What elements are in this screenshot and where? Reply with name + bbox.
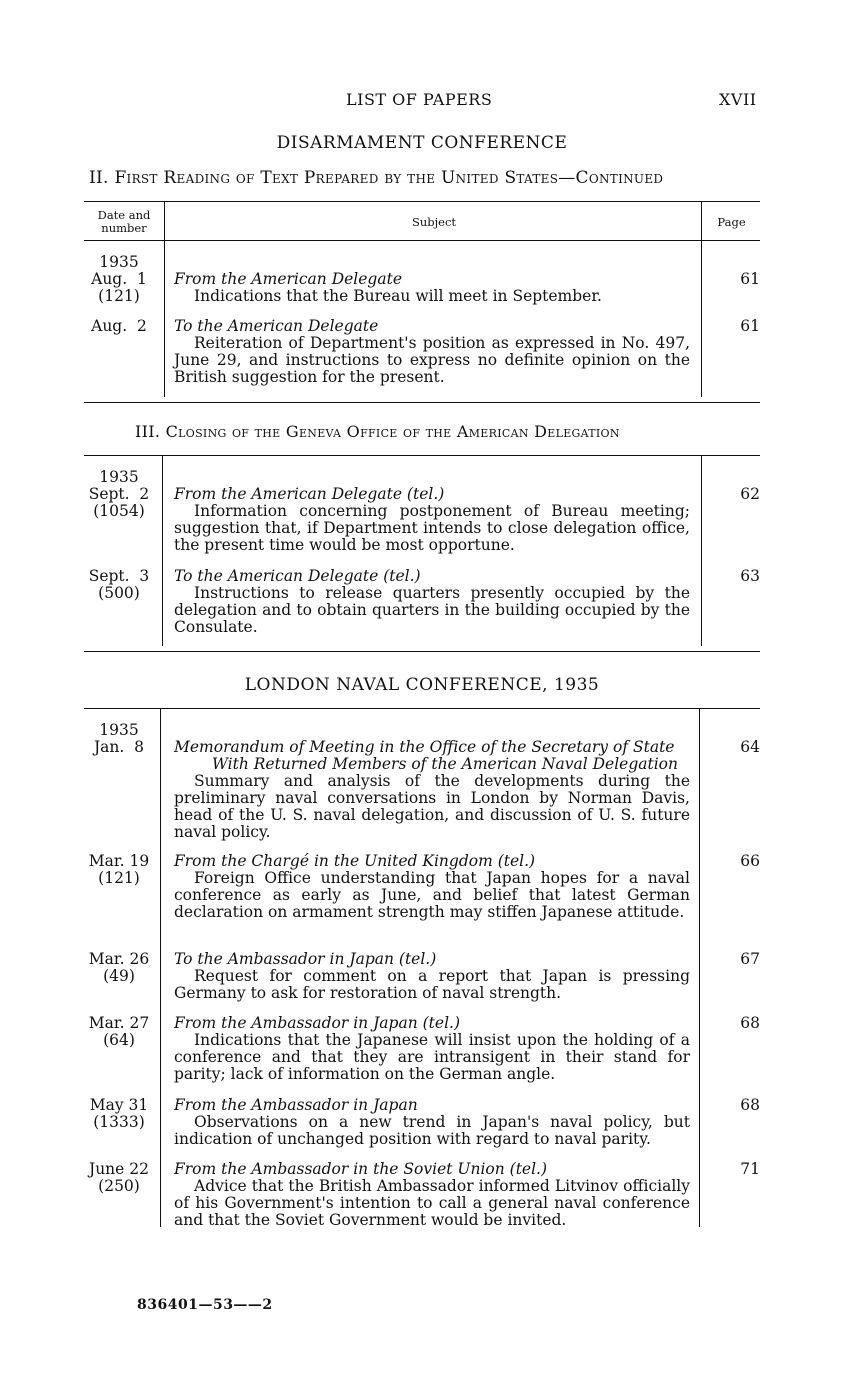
document-summary: Request for comment on a report that Japan is pressing Germany to ask for restoration of naval strength. <box>174 967 690 1002</box>
page-ref: 62 <box>740 485 760 503</box>
document-summary: Foreign Office understanding that Japan hopes for a naval conference as early as June, and belief that latest German declaration on armament strength may stiffen Japanese attitude. <box>174 869 690 921</box>
column-rule <box>701 202 702 397</box>
column-rule <box>164 202 165 397</box>
date-number: May 31 (1333) <box>89 1096 149 1131</box>
document-summary: Instructions to release quarters presently occupied by the delegation and to obtain quarters in the building occupied by the Consulate. <box>174 584 690 636</box>
document-title: To the American Delegate <box>174 317 379 335</box>
conference-title-disarmament: DISARMAMENT CONFERENCE <box>276 133 568 153</box>
document-summary: Advice that the British Ambassador informed Litvinov officially of his Government's intention to call a general naval conference and that the Soviet Government would be invited. <box>174 1177 690 1229</box>
page-ref: 61 <box>740 270 760 288</box>
table-rule <box>84 240 760 241</box>
document-title: From the Chargé in the United Kingdom (tel.) <box>174 852 536 870</box>
subject-cell <box>174 486 690 554</box>
column-rule <box>160 709 161 1227</box>
subject-cell <box>174 853 690 921</box>
date-number: 1935 Jan. 8 <box>93 721 145 756</box>
document-summary: Reiteration of Department's position as expressed in No. 497, June 29, and instructions to express no definite opinion on the British suggestion for the present. <box>174 334 690 386</box>
running-header: LIST OF PAPERS <box>346 90 493 109</box>
page-ref: 64 <box>740 738 760 756</box>
date-number: June 22 (250) <box>88 1160 149 1195</box>
conference-title-london: LONDON NAVAL CONFERENCE, 1935 <box>244 675 600 695</box>
date-number: 1935 Aug. 1 (121) <box>91 253 147 305</box>
page-ref: 61 <box>740 317 760 335</box>
table-rule <box>84 708 760 709</box>
section-title-2: II. First Reading of Text Prepared by the United States—Continued <box>89 168 664 188</box>
document-title: From the Ambassador in the Soviet Union (tel.) <box>174 1160 548 1178</box>
page-ref: 68 <box>740 1014 760 1032</box>
column-rule <box>701 456 702 646</box>
subject-cell <box>174 1015 690 1083</box>
subject-cell <box>174 1161 690 1229</box>
table-rule <box>84 651 760 652</box>
subject-cell <box>174 318 690 386</box>
subject-cell <box>174 951 690 1002</box>
column-header-page: Page <box>717 215 746 229</box>
section-title-3: III. Closing of the Geneva Office of the American Delegation <box>135 422 620 441</box>
page-ref: 67 <box>740 950 760 968</box>
document-title: From the Ambassador in Japan (tel.) <box>174 1014 461 1032</box>
table-rule <box>84 455 760 456</box>
table-rule <box>84 201 760 202</box>
date-number: Mar. 26 (49) <box>88 950 150 985</box>
subject-cell <box>174 1097 690 1148</box>
date-number: Aug. 2 <box>91 317 147 335</box>
document-summary: Summary and analysis of the developments during the preliminary naval conversations in London by Norman Davis, head of the U. S. naval delegation, and discussion of U. S. future naval policy. <box>174 772 690 841</box>
page-ref: 71 <box>740 1160 760 1178</box>
date-number: Sept. 3 (500) <box>88 567 150 602</box>
column-rule <box>699 709 700 1227</box>
document-summary: Information concerning postponement of Bureau meeting; suggestion that, if Department intends to close delegation office, the present time would be most opportune. <box>174 502 690 554</box>
subject-cell <box>174 739 690 841</box>
document-title: From the Ambassador in Japan <box>174 1096 418 1114</box>
document-title-continued: With Returned Members of the American Naval Delegation <box>212 755 678 773</box>
document-title: From the American Delegate <box>174 270 402 288</box>
date-number: Mar. 19 (121) <box>88 852 150 887</box>
column-header-date: Date and number <box>97 208 151 235</box>
date-number: Mar. 27 (64) <box>88 1014 150 1049</box>
page-ref: 66 <box>740 852 760 870</box>
date-number: 1935 Sept. 2 (1054) <box>88 468 150 520</box>
document-summary: Observations on a new trend in Japan's naval policy, but indication of unchanged position with regard to naval parity. <box>174 1113 690 1148</box>
printer-signature: 836401—53——2 <box>137 1297 273 1313</box>
document-title: Memorandum of Meeting in the Office of the Secretary of State <box>174 738 675 756</box>
subject-cell <box>174 271 690 305</box>
column-header-subject: Subject <box>411 215 457 229</box>
page-ref: 68 <box>740 1096 760 1114</box>
table-rule <box>84 402 760 403</box>
document-summary: Indications that the Japanese will insist upon the holding of a conference and that they are intransigent in their stand for parity; lack of information on the German angle. <box>174 1031 690 1083</box>
page-number-roman: XVII <box>719 90 757 109</box>
document-summary: Indications that the Bureau will meet in September. <box>194 287 602 305</box>
document-title: From the American Delegate (tel.) <box>174 485 445 503</box>
subject-cell <box>174 568 690 636</box>
column-rule <box>162 456 163 646</box>
document-title: To the Ambassador in Japan (tel.) <box>174 950 437 968</box>
page-ref: 63 <box>740 567 760 585</box>
document-title: To the American Delegate (tel.) <box>174 567 421 585</box>
